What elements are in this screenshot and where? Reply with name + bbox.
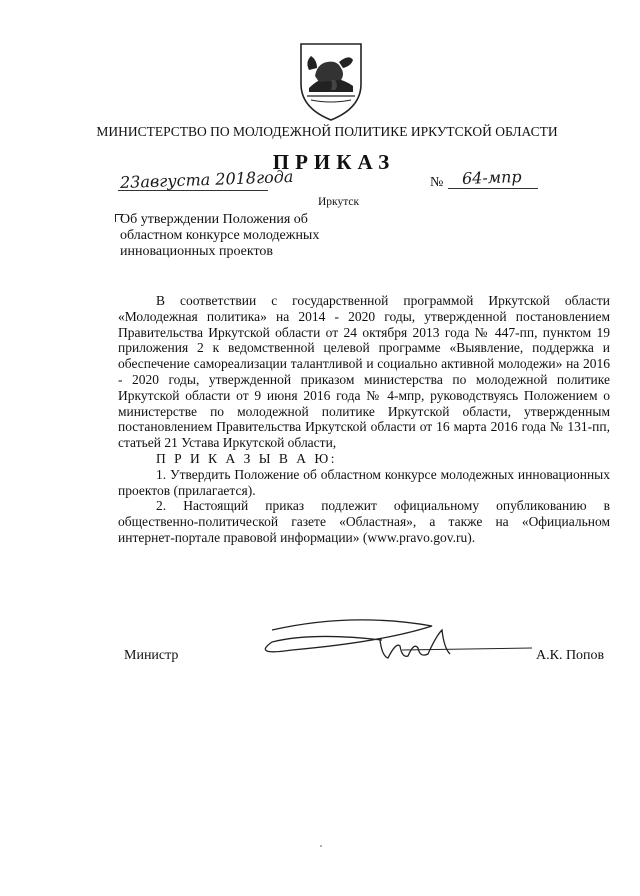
signatory-position: Министр bbox=[124, 648, 179, 663]
order-item-1: 1. Утвердить Положение об областном конкурсе молодежных инновационных проектов (прилагается). bbox=[118, 466, 610, 498]
number-label: № bbox=[430, 175, 444, 190]
coat-of-arms-icon bbox=[295, 40, 367, 122]
city: Иркутск bbox=[318, 196, 360, 208]
scan-speck bbox=[320, 845, 322, 847]
order-item-2: 2. Настоящий приказ подлежит официальному опубликованию в общественно-политической газете «Областная», а также на «Официальном интернет-портале правовой информации» (www.pravo.gov.ru). bbox=[118, 498, 610, 545]
order-date: 23августа 2018года bbox=[119, 166, 294, 193]
date-underline bbox=[118, 190, 268, 191]
document-title: ПРИКАЗ bbox=[272, 150, 396, 174]
order-heading: П Р И К А З Ы В А Ю: bbox=[156, 450, 338, 466]
order-subject: Об утверждении Положения об областном конкурсе молодежных инновационных проектов bbox=[120, 212, 320, 259]
signatory-name: А.К. Попов bbox=[536, 648, 605, 663]
number-underline bbox=[448, 188, 538, 189]
signature-image bbox=[232, 612, 532, 672]
preamble-paragraph: В соответствии с государственной программой Иркутской области «Молодежная политика» на 2014 - 2020 годы, утвержденной постановлением Правительства Иркутской области от 24 октября 2013 года № 447-пп, пунктом 19 приложения 2 к ведомственной целевой программе «Выявление, поддержка и обеспечение самореализации талантливой и социально активной молодежи» на 2016 - 2020 годы, утвержденной приказом министерства по молодежной политике Иркутской области от 9 июня 2016 года № 4-мпр, руководствуясь Положением о министерстве по молодежной политике Иркутской области, утвержденным постановлением Правительства Иркутской области от 16 марта 2016 года № 131-пп, статьей 21 Устава Иркутской области, bbox=[118, 293, 610, 451]
order-number: 64-мпр bbox=[461, 166, 522, 189]
order-body bbox=[118, 293, 610, 546]
ministry-name: МИНИСТЕРСТВО ПО МОЛОДЕЖНОЙ ПОЛИТИКЕ ИРКУТСКОЙ ОБЛАСТИ bbox=[96, 124, 558, 139]
